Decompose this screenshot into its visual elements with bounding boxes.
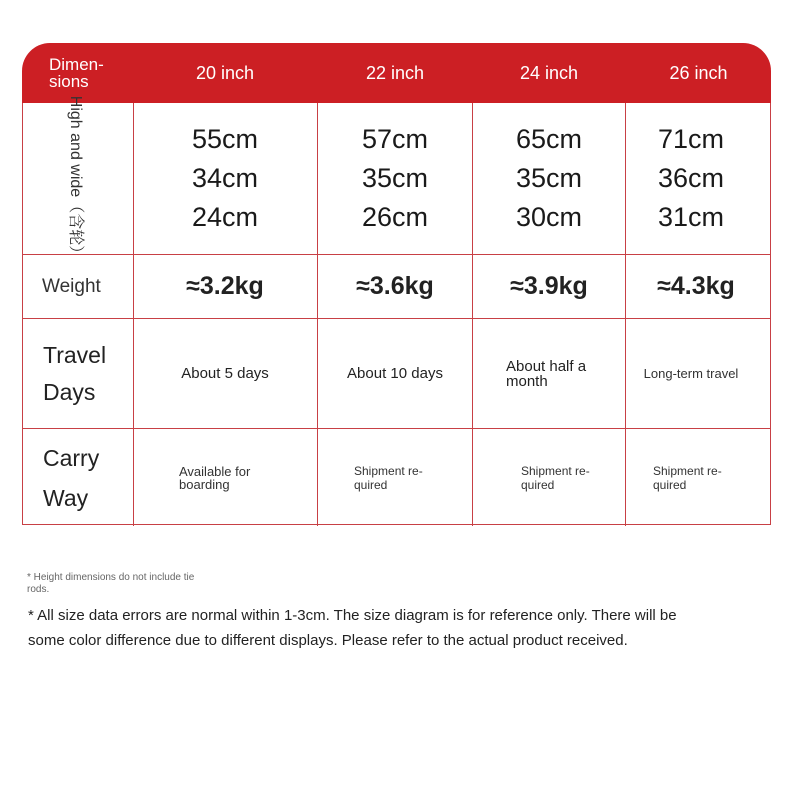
dimensions-cell-22 [318, 103, 472, 254]
height-value: 55cm [191, 124, 259, 154]
header-size-26: 26 inch [669, 62, 728, 83]
width-value: 35cm [515, 163, 583, 193]
weight-cell-20: ≈3.2kg [186, 272, 264, 300]
height-value: 57cm [361, 124, 429, 154]
weight-cell-22: ≈3.6kg [356, 272, 434, 300]
travel-cell-20: About 5 days [181, 365, 269, 382]
size-table [22, 43, 771, 526]
weight-label: Weight [42, 275, 101, 297]
size-disclaimer: * All size data errors are normal within 1-3cm. The size diagram is for reference only. There will be some color difference due to different displays. Please refer to the actual product received. [28, 607, 677, 649]
table-header [22, 43, 771, 103]
dimensions-label-text: High and wide（含轮） [67, 95, 84, 262]
header-size-22: 22 inch [365, 62, 425, 83]
dimensions-row-label [22, 95, 133, 262]
height-note: * Height dimensions do not include tie rods. [27, 572, 195, 595]
header-dimensions: Dimen- sions [49, 55, 104, 91]
weight-cell-24: ≈3.9kg [510, 272, 588, 300]
header-size-24: 24 inch [519, 62, 579, 83]
height-value: 71cm [657, 124, 725, 154]
carry-way-label: Carry Way [43, 444, 100, 511]
depth-value: 30cm [515, 202, 583, 232]
dimensions-cell-20 [133, 103, 317, 254]
weight-cell-26: ≈4.3kg [657, 272, 735, 300]
travel-cell-26: Long-term travel [643, 365, 739, 381]
dimensions-cell-26 [626, 103, 756, 254]
width-value: 34cm [191, 163, 259, 193]
carry-cell-20: Available for boarding [179, 463, 251, 492]
carry-cell-26: Shipment re- quired [653, 463, 722, 492]
carry-cell-22: Shipment re- quired [354, 463, 423, 492]
width-value: 36cm [657, 163, 725, 193]
depth-value: 31cm [657, 202, 725, 232]
travel-days-label: Travel Days [43, 341, 107, 405]
width-value: 35cm [361, 163, 429, 193]
depth-value: 24cm [191, 202, 259, 232]
header-size-20: 20 inch [195, 62, 255, 83]
travel-cell-24: About half a month [506, 357, 587, 390]
dimensions-cell-24 [473, 103, 625, 254]
carry-cell-24: Shipment re- quired [521, 463, 590, 492]
travel-cell-22: About 10 days [347, 365, 443, 382]
height-value: 65cm [515, 124, 583, 154]
depth-value: 26cm [361, 202, 429, 232]
